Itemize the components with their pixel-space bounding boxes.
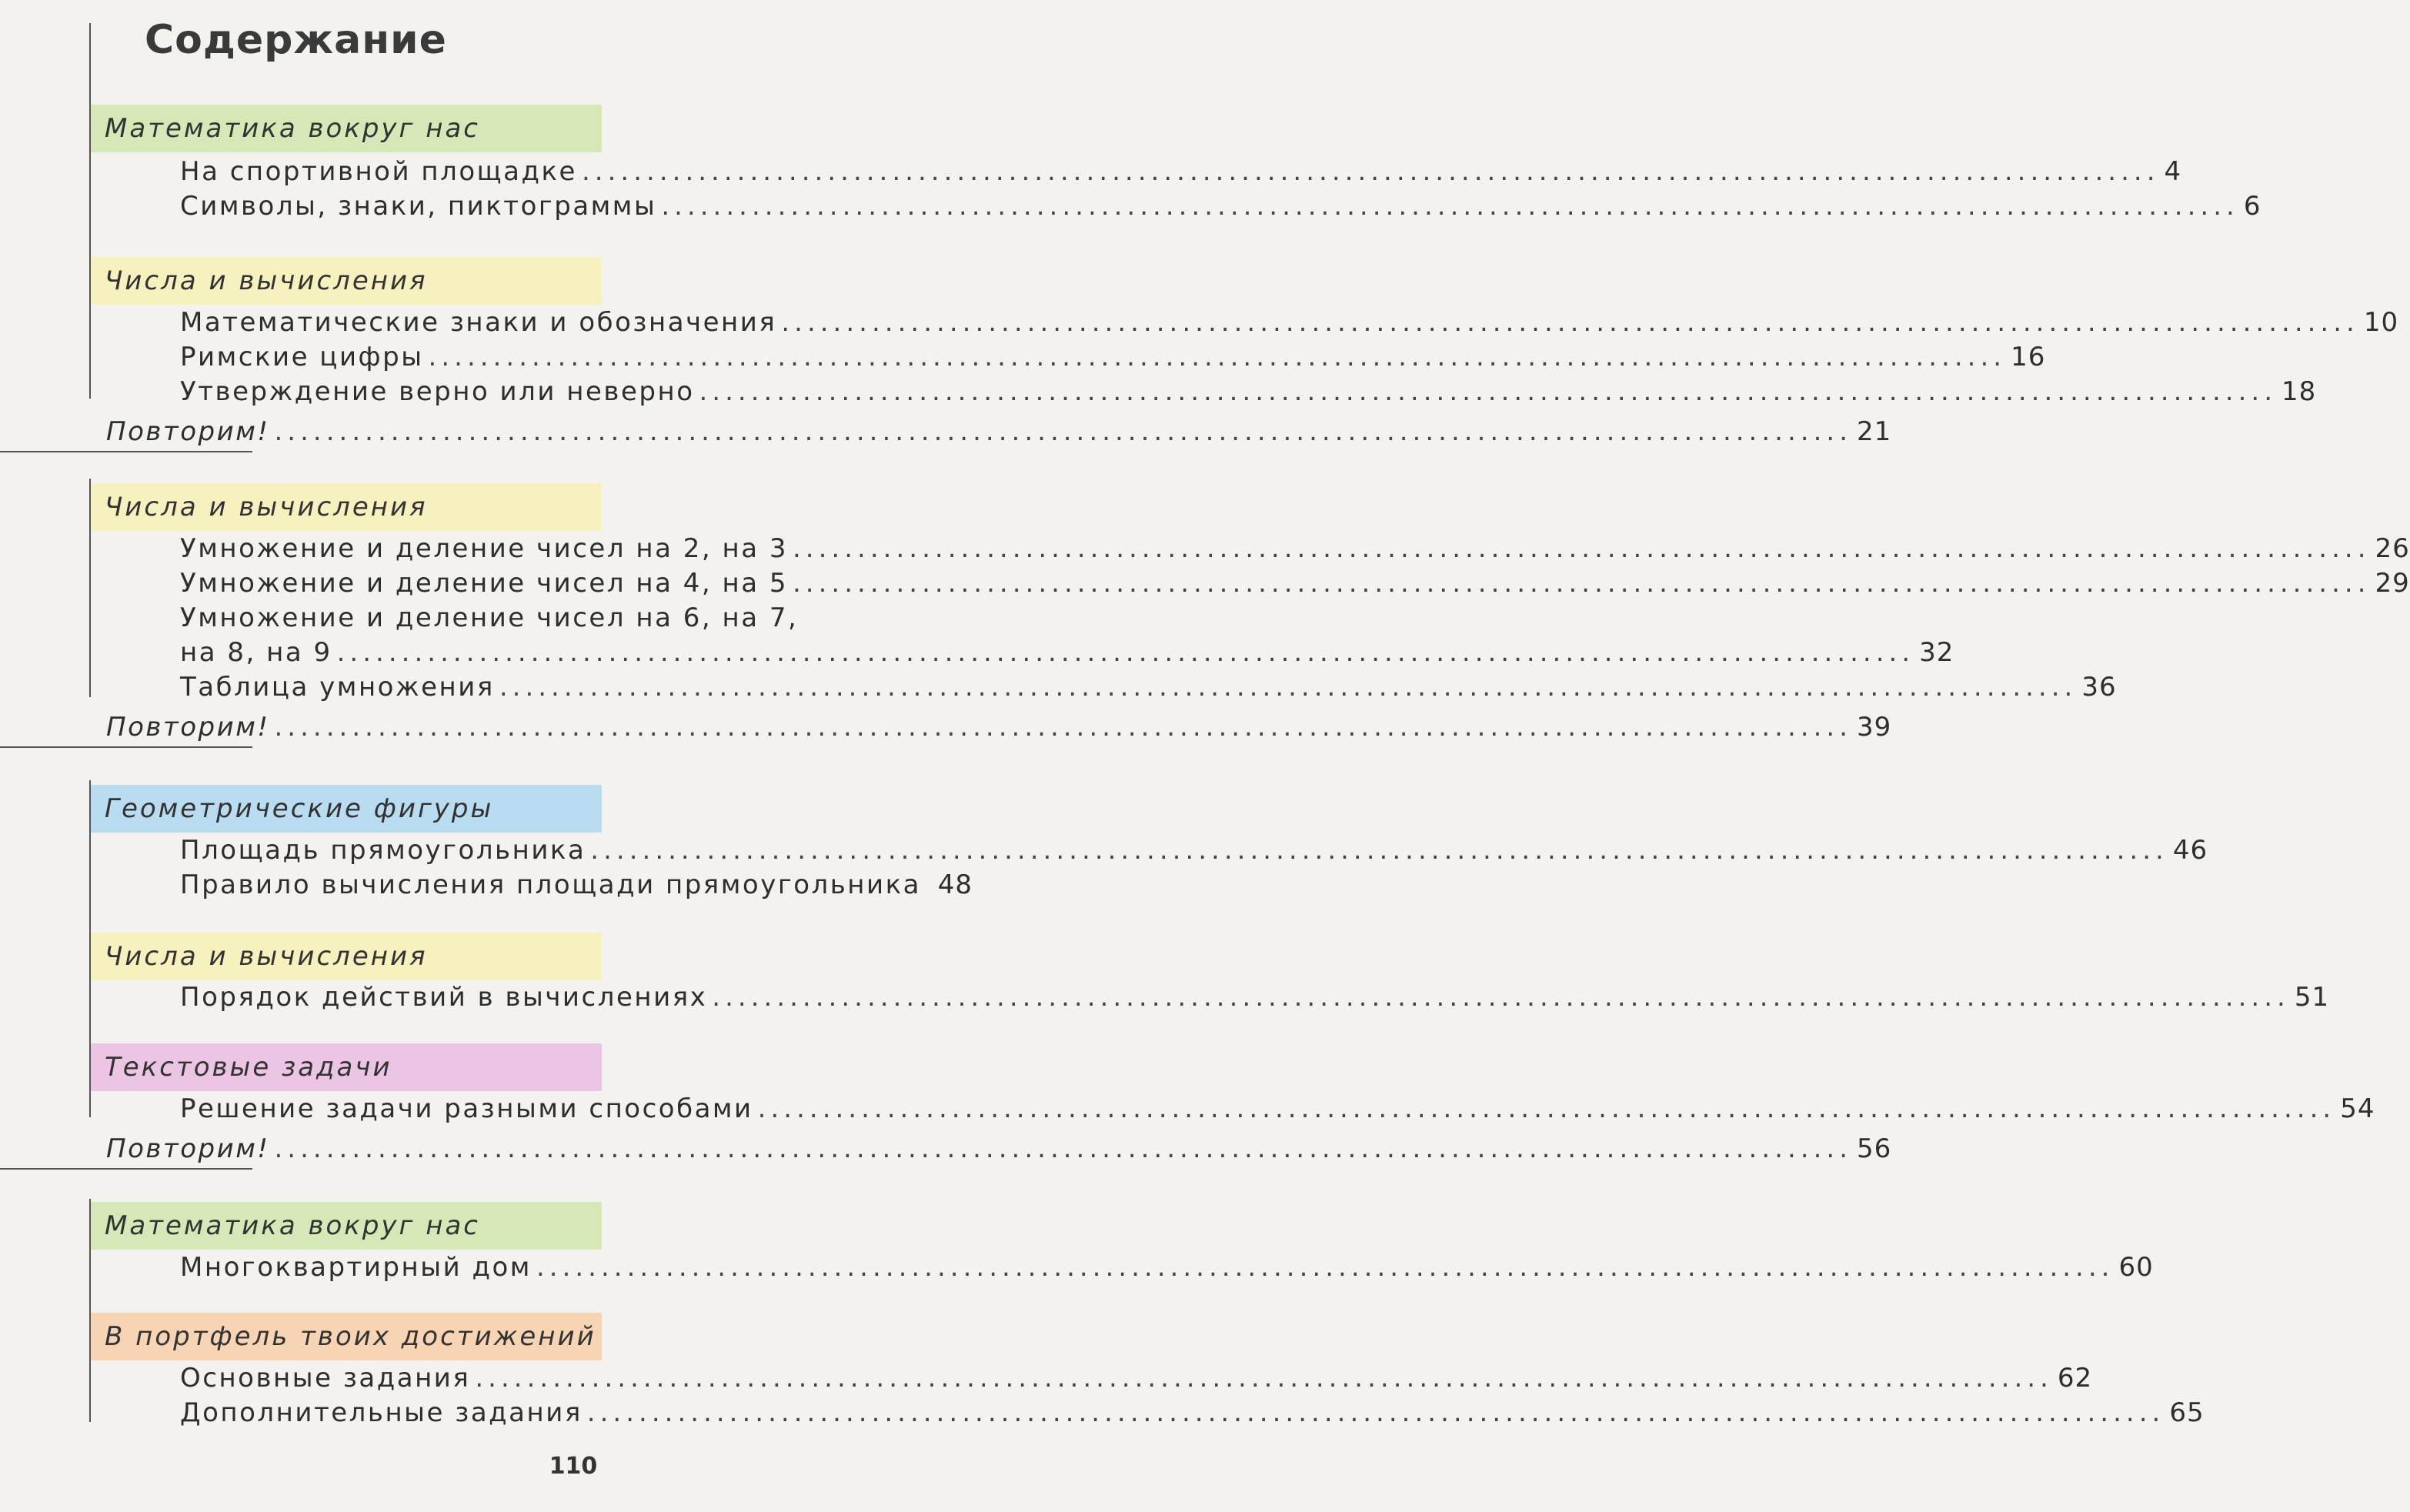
entry-page: 60 <box>2118 1252 2154 1283</box>
entry-page: 62 <box>2057 1363 2093 1394</box>
toc-entry-line1[interactable] <box>180 600 973 636</box>
entry-page: 10 <box>2363 307 2399 338</box>
entry-title: Решение задачи разными способами <box>180 1093 753 1124</box>
entry-page: 36 <box>2081 672 2117 703</box>
dot-leader: .......................................................................................................................... <box>274 712 1853 743</box>
entry-title: Утверждение верно или неверно <box>180 376 695 407</box>
toc-entry[interactable] <box>180 1360 2093 1396</box>
entry-title: Основные задания <box>180 1363 471 1394</box>
page-number: 110 <box>549 1453 598 1480</box>
dot-leader: .......................................................................................................................... <box>274 1133 1853 1164</box>
dot-leader: .......................................................................................................................... <box>712 982 2290 1013</box>
review-entry[interactable] <box>106 1131 1892 1167</box>
entry-title: Римские цифры <box>180 342 424 372</box>
section-header: В портфель твоих достижений <box>91 1313 602 1360</box>
dot-leader: .......................................................................................................................... <box>793 568 2371 599</box>
toc-entry[interactable] <box>180 154 2182 189</box>
dot-leader: .......................................................................................................................... <box>661 191 2239 222</box>
vertical-rule <box>89 23 91 399</box>
entry-page: 16 <box>2011 342 2046 372</box>
dot-leader: .......................................................................................................................... <box>428 342 2007 372</box>
entry-page: 48 <box>937 869 973 900</box>
section-header: Числа и вычисления <box>91 933 602 980</box>
entry-title: Символы, знаки, пиктограммы <box>180 191 657 222</box>
entry-page: 54 <box>2340 1093 2375 1124</box>
review-title: Повторим! <box>106 1133 270 1164</box>
entry-title: Дополнительные задания <box>180 1397 582 1428</box>
page-title: Содержание <box>145 17 447 63</box>
horizontal-rule <box>0 1168 252 1170</box>
section-header: Математика вокруг нас <box>91 1202 602 1250</box>
toc-entry[interactable] <box>180 305 2399 340</box>
horizontal-rule <box>0 746 252 748</box>
toc-entry[interactable] <box>180 374 2317 409</box>
review-title: Повторим! <box>106 712 270 743</box>
entry-title: Площадь прямоугольника <box>180 835 586 866</box>
entry-page: 46 <box>2172 835 2208 866</box>
entry-page: 6 <box>2243 191 2261 222</box>
dot-leader: .......................................................................................................................... <box>336 637 1915 668</box>
entry-title: На спортивной площадке <box>180 156 577 187</box>
entry-title: Порядок действий в вычислениях <box>180 982 708 1013</box>
entry-title-cont: на 8, на 9 <box>180 637 332 668</box>
toc-entry[interactable] <box>180 980 2330 1015</box>
entry-title: Математические знаки и обозначения <box>180 307 777 338</box>
dot-leader: .......................................................................................................................... <box>781 307 2359 338</box>
review-title: Повторим! <box>106 416 270 447</box>
entry-title: Умножение и деление чисел на 4, на 5 <box>180 568 788 599</box>
entry-title: Многоквартирный дом <box>180 1252 532 1283</box>
entry-page: 32 <box>1919 637 1954 668</box>
dot-leader: .......................................................................................................................... <box>274 416 1853 447</box>
entry-title: Таблица умножения <box>180 672 495 703</box>
dot-leader: .......................................................................................................................... <box>586 1397 2165 1428</box>
toc-entry[interactable] <box>180 867 973 903</box>
section-header: Геометрические фигуры <box>91 785 602 833</box>
toc-entry[interactable] <box>180 566 2410 601</box>
dot-leader: .......................................................................................................................... <box>475 1363 2053 1394</box>
entry-title: Умножение и деление чисел на 6, на 7, <box>180 602 799 633</box>
dot-leader: .......................................................................................................................... <box>536 1252 2115 1283</box>
dot-leader: .......................................................................................................................... <box>793 533 2371 564</box>
entry-page: 18 <box>2281 376 2317 407</box>
toc-entry[interactable] <box>180 1395 2205 1430</box>
entry-page: 65 <box>2169 1397 2205 1428</box>
section-header: Текстовые задачи <box>91 1043 602 1091</box>
review-page: 21 <box>1857 416 1892 447</box>
horizontal-rule <box>0 451 252 452</box>
toc-entry-line2[interactable] <box>180 635 1954 670</box>
toc-entry[interactable] <box>180 189 2261 224</box>
toc-entry[interactable] <box>180 1250 2154 1285</box>
dot-leader: .......................................................................................................................... <box>757 1093 2336 1124</box>
toc-entry[interactable] <box>180 1091 2375 1126</box>
entry-title: Правило вычисления площади прямоугольника <box>180 869 921 900</box>
entry-page: 4 <box>2164 156 2182 187</box>
toc-entry[interactable] <box>180 339 2046 375</box>
review-page: 39 <box>1857 712 1892 743</box>
entry-page: 51 <box>2294 982 2330 1013</box>
dot-leader: .......................................................................................................................... <box>499 672 2078 703</box>
toc-entry[interactable] <box>180 669 2117 705</box>
dot-leader: .......................................................................................................................... <box>590 835 2168 866</box>
entry-page: 29 <box>2375 568 2410 599</box>
section-header: Числа и вычисления <box>91 483 602 531</box>
dot-leader: .......................................................................................................................... <box>699 376 2278 407</box>
section-header: Числа и вычисления <box>91 257 602 305</box>
section-header: Математика вокруг нас <box>91 105 602 152</box>
review-page: 56 <box>1857 1133 1892 1164</box>
review-entry[interactable] <box>106 414 1892 449</box>
toc-entry[interactable] <box>180 531 2410 566</box>
entry-page: 26 <box>2375 533 2410 564</box>
entry-title: Умножение и деление чисел на 2, на 3 <box>180 533 788 564</box>
toc-entry[interactable] <box>180 833 2208 868</box>
review-entry[interactable] <box>106 709 1892 745</box>
dot-leader: .......................................................................................................................... <box>581 156 2160 187</box>
